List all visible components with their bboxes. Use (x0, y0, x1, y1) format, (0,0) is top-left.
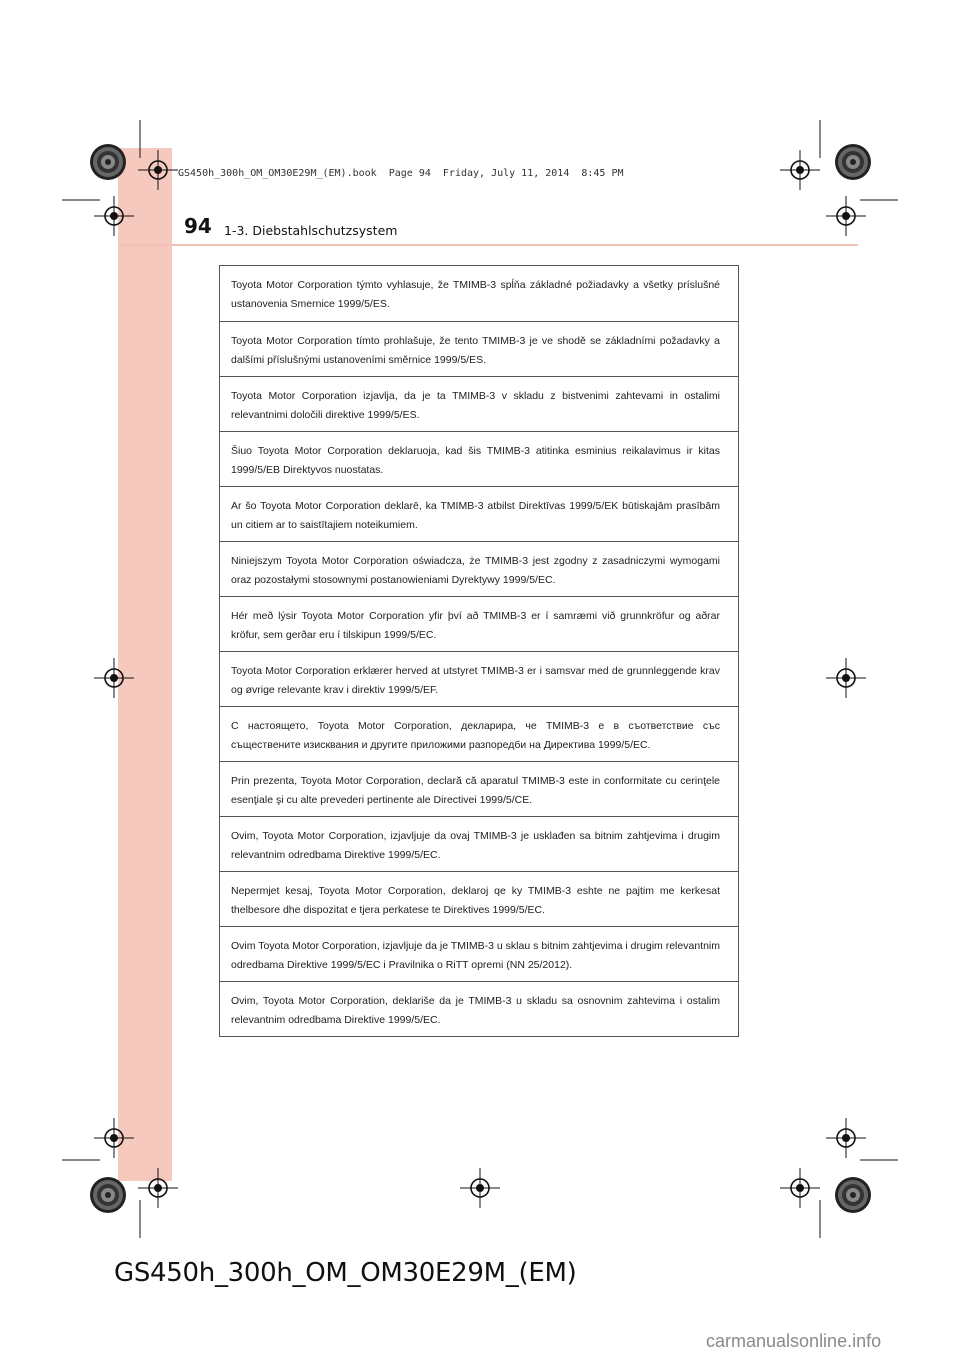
page-number: 94 (184, 214, 212, 238)
site-watermark: carmanualsonline.info (706, 1331, 882, 1351)
book-info: GS450h_300h_OM_OM30E29M_(EM).book Page 94 Friday, July 11, 2014 8:45 PM (178, 168, 624, 179)
declaration-serbian: Ovim, Toyota Motor Corporation, deklariše da je TMIMB-3 u skladu sa osnovnim zahtevima i ostalim relevantnim odredbama Direktive 1999/5/EC. (220, 981, 738, 1036)
declaration-bosnian: Ovim, Toyota Motor Corporation, izjavljuje da ovaj TMIMB-3 je usklađen sa bitnim zahtjevima i drugim relevantnim odredbama Direktive 1999/5/EC. (220, 816, 738, 871)
declaration-romanian: Prin prezenta, Toyota Motor Corporation, declară că aparatul TMIMB-3 este in conformitate cu cerinţele esenţiale şi cu alte prevederi pertinente ale Directivei 1999/5/CE. (220, 761, 738, 816)
section-title: 1-3. Diebstahlschutzsystem (224, 223, 398, 238)
declaration-czech: Toyota Motor Corporation tímto prohlašuje, že tento TMIMB-3 je ve shodě se základními požadavky a dalšími příslušnými ustanoveními směrnice 1999/5/ES. (220, 321, 738, 376)
document-id: GS450h_300h_OM_OM30E29M_(EM) (114, 1258, 577, 1288)
declaration-latvian: Ar šo Toyota Motor Corporation deklarē, ka TMIMB-3 atbilst Direktīvas 1999/5/EK būtiskajām prasībām un citiem ar to saistītajiem noteikumiem. (220, 486, 738, 541)
declaration-bulgarian: С настоящето, Toyota Motor Corporation, декларира, че TMIMB-3 е в съответствие със съществените изисквания и другите приложими разпоредби на Директива 1999/5/EC. (220, 706, 738, 761)
declaration-slovenian: Toyota Motor Corporation izjavlja, da je ta TMIMB-3 v skladu z bistvenimi zahtevami in ostalimi relevantnimi določili direktive 1999/5/ES. (220, 376, 738, 431)
declaration-lithuanian: Šiuo Toyota Motor Corporation deklaruoja, kad šis TMIMB-3 atitinka esminius reikalavimus ir kitas 1999/5/EB Direktyvos nuostatas. (220, 431, 738, 486)
declaration-polish: Niniejszym Toyota Motor Corporation oświadcza, że TMIMB-3 jest zgodny z zasadniczymi wymogami oraz pozostałymi stosownymi postanowieniami Dyrektywy 1999/5/EC. (220, 541, 738, 596)
declaration-norwegian: Toyota Motor Corporation erklærer herved at utstyret TMIMB-3 er i samsvar med de grunnleggende krav og øvrige relevante krav i direktiv 1999/5/EF. (220, 651, 738, 706)
header-rule (118, 244, 858, 246)
declaration-croatian: Ovim Toyota Motor Corporation, izjavljuje da je TMIMB-3 u sklau s bitnim zahtjevima i drugim relevantnim odredbama Direktive 1999/5/EC i Pravilnika o RiTT opremi (NN 25/2012). (220, 926, 738, 981)
declaration-slovak: Toyota Motor Corporation týmto vyhlasuje, že TMIMB-3 spĺňa základné požiadavky a všetky príslušné ustanovenia Smernice 1999/5/ES. (231, 279, 720, 310)
declarations-box (219, 265, 739, 1037)
margin-band (118, 148, 172, 1181)
declaration-albanian: Nepermjet kesaj, Toyota Motor Corporation, deklaroj qe ky TMIMB-3 eshte ne pajtim me kerkesat thelbesore dhe dispozitat e tjera perkatese te Direktives 1999/5/EC. (220, 871, 738, 926)
declaration-icelandic: Hér með lýsir Toyota Motor Corporation yfir því að TMIMB-3 er í samræmi við grunnkröfur og aðrar kröfur, sem gerðar eru í tilskipun 1999/5/EC. (220, 596, 738, 651)
